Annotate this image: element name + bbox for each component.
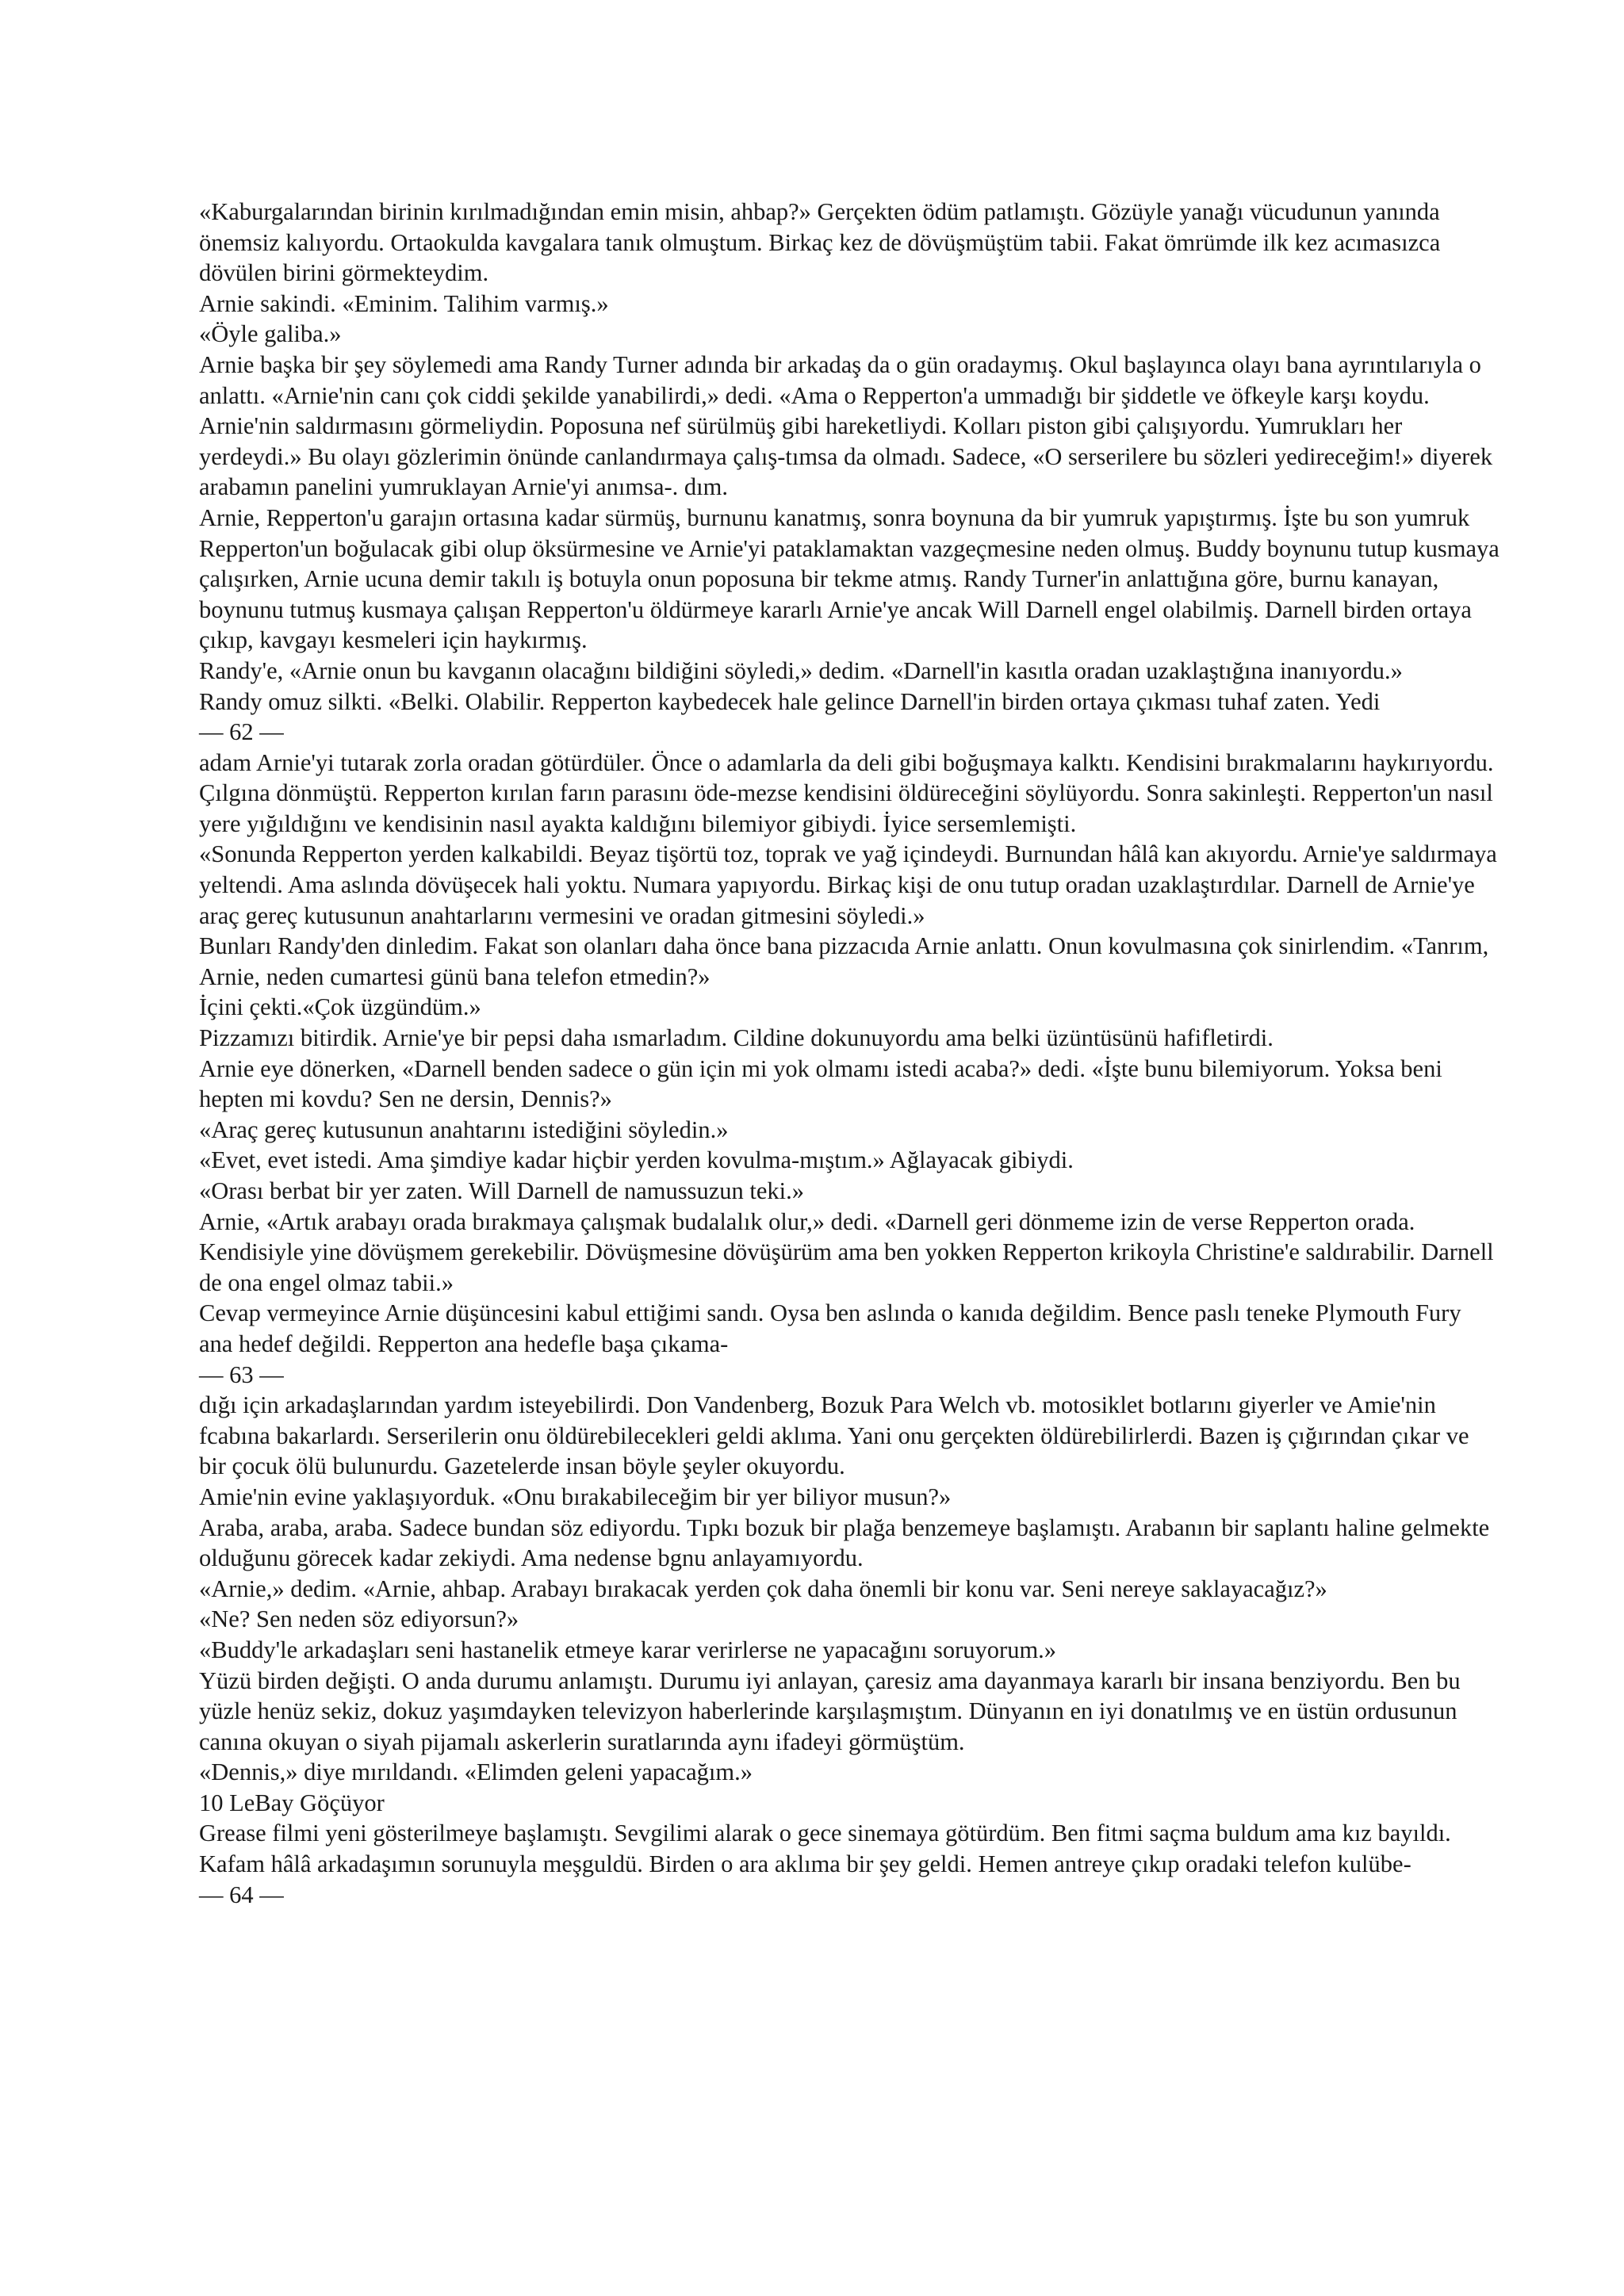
page-number: — 64 — xyxy=(199,1881,284,1908)
paragraph: «Öyle galiba.» xyxy=(199,320,342,348)
page-number: — 63 — xyxy=(199,1360,284,1388)
chapter-heading: 10 LeBay Göçüyor xyxy=(199,1789,385,1816)
paragraph: Arnie, «Artık arabayı orada bırakmaya çalışmak budalalık olur,» dedi. «Darnell geri dönmeme izin de verse Repperton orada. Kendisiyle yine dövüşmem gerekebilir. Dövüşmesine dövüşürüm ama ben yokken Repperton krikoyla Christine'e saldırabilir. Darnell de ona engel olmaz tabii.» xyxy=(199,1207,1494,1296)
page-number: — 62 — xyxy=(199,718,284,746)
paragraph: adam Arnie'yi tutarak zorla oradan götürdüler. Önce o adamlarla da deli gibi boğuşmaya kalktı. Kendisini bırakmalarını haykırıyordu. Çılgına dönmüştü. Repperton kırılan farın parasını öde-mezse kendisini öldüreceğini söylüyordu. Sonra sakinleşti. Repperton'un nasıl yere yığıldığını ve kendisinin nasıl ayakta kaldığını bilemiyor gibiydi. İyice sersemlemişti. xyxy=(199,748,1494,837)
paragraph: «Dennis,» diye mırıldandı. «Elimden geleni yapacağım.» xyxy=(199,1758,753,1786)
paragraph: «Kaburgalarından birinin kırılmadığından emin misin, ahbap?» Gerçekten ödüm patlamıştı. Gözüyle yanağı vücudunun yanında önemsiz kalıyordu. Ortaokulda kavgalara tanık olmuştum. Birkaç kez de dövüşmüştüm tabii. Fakat ömrümde ilk kez acımasızca dövülen birini görmekteydim. xyxy=(199,198,1441,287)
paragraph: «Araç gereç kutusunun anahtarını istediğini söyledin.» xyxy=(199,1115,729,1143)
document-page xyxy=(199,197,1500,1910)
paragraph: Amie'nin evine yaklaşıyorduk. «Onu bırakabileceğim bir yer biliyor musun?» xyxy=(199,1483,952,1510)
paragraph: Araba, araba, araba. Sadece bundan söz ediyordu. Tıpkı bozuk bir plağa benzemeye başlamıştı. Arabanın bir saplantı haline gelmekte olduğunu görecek kadar zekiydi. Ama nedense bgnu anlayamıyordu. xyxy=(199,1513,1490,1572)
paragraph: Grease filmi yeni gösterilmeye başlamıştı. Sevgilimi alarak o gece sinemaya götürdüm. Ben fitmi saçma buldum ama kız bayıldı. Kafam hâlâ arkadaşımın sorunuyla meşguldü. Birden o ara aklıma bir şey geldi. Hemen antreye çıkıp oradaki telefon kulübe- xyxy=(199,1820,1451,1878)
paragraph: Arnie, Repperton'u garajın ortasına kadar sürmüş, burnunu kanatmış, sonra boynuna da bir yumruk yapıştırmış. İşte bu son yumruk Repperton'un boğulacak gibi olup öksürmesine ve Arnie'yi pataklamaktan vazgeçmesine neden olmuş. Buddy boynunu tutup kusmaya çalışırken, Arnie ucuna demir takılı iş botuyla onun poposuna bir tekme atmış. Randy Turner'in anlattığına göre, burnu kanayan, boynunu tutmuş kusmaya çalışan Repperton'u öldürmeye kararlı Arnie'ye ancak Will Darnell engel olabilmiş. Darnell birden ortaya çıkıp, kavgayı kesmeleri için haykırmış. xyxy=(199,503,1500,654)
paragraph: Randy omuz silkti. «Belki. Olabilir. Repperton kaybedecek hale gelince Darnell'in birden ortaya çıkması tuhaf zaten. Yedi xyxy=(199,687,1381,715)
paragraph: «Buddy'le arkadaşları seni hastanelik etmeye karar verirlerse ne yapacağını soruyorum.» xyxy=(199,1636,1057,1663)
paragraph: Arnie başka bir şey söylemedi ama Randy Turner adında bir arkadaş da o gün oradaymış. Okul başlayınca olayı bana ayrıntılarıyla o anlattı. «Arnie'nin canı çok ciddi şekilde yanabilirdi,» dedi. «Ama o Repperton'a ummadığı bir şiddetle ve öfkeyle karşı koydu. Arnie'nin saldırmasını görmeliydin. Poposuna nef sürülmüş gibi hareketliydi. Kolları piston gibi çalışıyordu. Yumrukları her yerdeydi.» Bu olayı gözlerimin önünde canlandırmaya çalış-tımsa da olmadı. Sadece, «O serserilere bu sözleri yedireceğim!» diyerek arabamın panelini yumruklayan Arnie'yi anımsa-. dım. xyxy=(199,350,1493,501)
paragraph: Cevap vermeyince Arnie düşüncesini kabul ettiğimi sandı. Oysa ben aslında o kanıda değildim. Bence paslı teneke Plymouth Fury ana hedef değildi. Repperton ana hedefle başa çıkama- xyxy=(199,1299,1461,1357)
paragraph: Pizzamızı bitirdik. Arnie'ye bir pepsi daha ısmarladım. Cildine dokunuyordu ama belki üzüntüsünü hafifletirdi. xyxy=(199,1024,1274,1052)
paragraph: Randy'e, «Arnie onun bu kavganın olacağını bildiğini söyledi,» dedim. «Darnell'in kasıtla oradan uzaklaştığına inanıyordu.» xyxy=(199,656,1403,684)
paragraph: Bunları Randy'den dinledim. Fakat son olanları daha önce bana pizzacıda Arnie anlattı. Onun kovulmasına çok sinirlendim. «Tanrım, Arnie, neden cumartesi günü bana telefon etmedin?» xyxy=(199,932,1489,990)
paragraph: «Orası berbat bir yer zaten. Will Darnell de namussuzun teki.» xyxy=(199,1177,805,1204)
paragraph: Arnie sakindi. «Eminim. Talihim varmış.» xyxy=(199,289,609,317)
paragraph: «Sonunda Repperton yerden kalkabildi. Beyaz tişörtü toz, toprak ve yağ içindeydi. Burnundan hâlâ kan akıyordu. Arnie'ye saldırmaya yeltendi. Ama aslında dövüşecek hali yoktu. Numara yapıyordu. Birkaç kişi de onu tutup oradan uzaklaştırdılar. Darnell de Arnie'ye araç gereç kutusunun anahtarlarını vermesini ve oradan gitmesini söyledi.» xyxy=(199,840,1497,929)
paragraph: Arnie eye dönerken, «Darnell benden sadece o gün için mi yok olmamı istedi acaba?» dedi. «İşte bunu bilemiyorum. Yoksa beni hepten mi kovdu? Sen ne dersin, Dennis?» xyxy=(199,1054,1442,1113)
paragraph: «Evet, evet istedi. Ama şimdiye kadar hiçbir yerden kovulma-mıştım.» Ağlayacak gibiydi. xyxy=(199,1146,1074,1174)
paragraph: «Ne? Sen neden söz ediyorsun?» xyxy=(199,1605,519,1633)
paragraph: «Arnie,» dedim. «Arnie, ahbap. Arabayı bırakacak yerden çok daha önemli bir konu var. Seni nereye saklayacağız?» xyxy=(199,1575,1327,1602)
paragraph: dığı için arkadaşlarından yardım isteyebilirdi. Don Vandenberg, Bozuk Para Welch vb. motosiklet botlarını giyerler ve Amie'nin fcabına bakarlardı. Serserilerin onu öldürebilecekleri geldi aklıma. Yani onu gerçekten öldürebilirlerdi. Bazen iş çığırından çıkar ve bir çocuk ölü bulunurdu. Gazetelerde insan böyle şeyler okuyordu. xyxy=(199,1391,1469,1480)
paragraph: İçini çekti.«Çok üzgündüm.» xyxy=(199,993,481,1021)
paragraph: Yüzü birden değişti. O anda durumu anlamıştı. Durumu iyi anlayan, çaresiz ama dayanmaya kararlı bir insana benziyordu. Ben bu yüzle henüz sekiz, dokuz yaşımdayken televizyon haberlerinde karşılaşmıştım. Dünyanın en iyi donatılmış ve en üstün ordusunun canına okuyan o siyah pijamalı askerlerin suratlarında aynı ifadeyi görmüştüm. xyxy=(199,1667,1461,1755)
